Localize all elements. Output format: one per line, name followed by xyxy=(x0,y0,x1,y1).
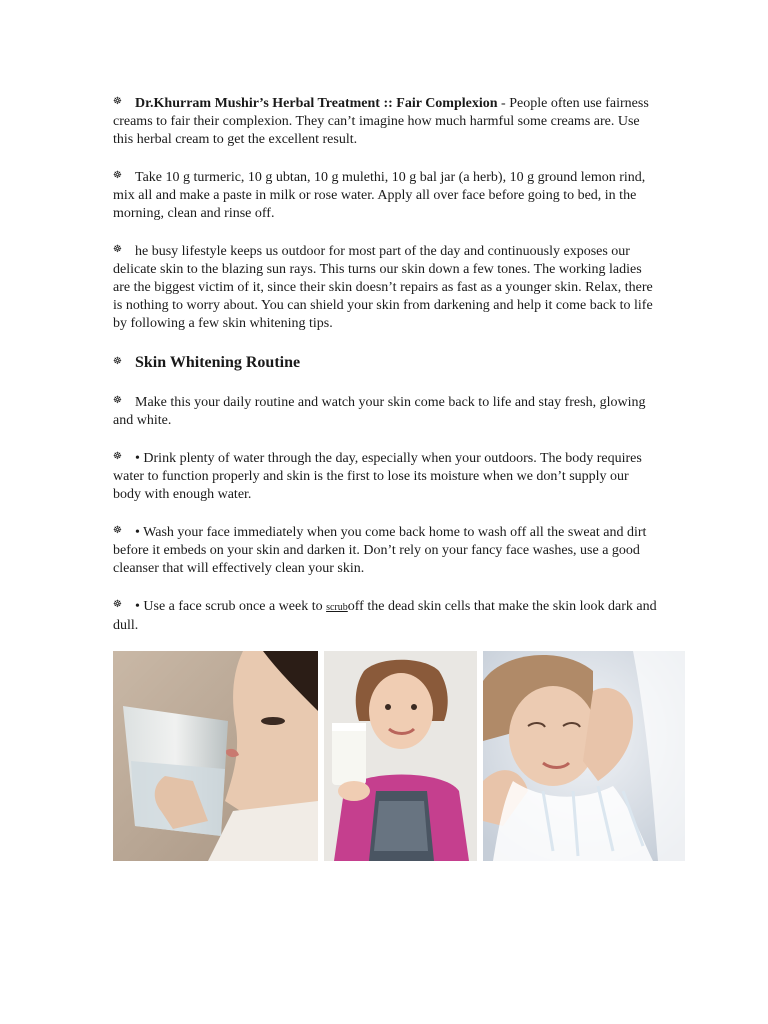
paragraph-lead: Dr.Khurram Mushir’s Herbal Treatment :: Fair Complexion xyxy=(135,96,498,111)
bullet-icon: ☸ xyxy=(113,96,122,107)
bullet-icon: ☸ xyxy=(113,356,122,367)
heading-text: Skin Whitening Routine xyxy=(135,354,301,371)
paragraph-drink-water xyxy=(113,448,658,504)
paragraph-wash-face xyxy=(113,522,658,578)
paragraph-lifestyle xyxy=(113,241,658,333)
paragraph-recipe xyxy=(113,167,658,223)
paragraph-text: Make this your daily routine and watch your skin come back to life and stay fresh, glowing and white. xyxy=(113,395,646,428)
paragraph-text: he busy lifestyle keeps us outdoor for most part of the day and continuously exposes our delicate skin to the blazing sun rays. This turns our skin down a few tones. The working ladies are the biggest victim of it, since their skin doesn’t repairs as fast as a younger skin. Relax, there is nothing to worry about. You can shield your skin from darkening and help it come back to life by following a few skin whitening tips. xyxy=(113,244,653,331)
woman-splashing-face-photo xyxy=(483,651,685,861)
section-heading xyxy=(113,351,658,374)
scrub-link[interactable]: scrub xyxy=(326,602,348,613)
bullet-icon: ☸ xyxy=(113,525,122,536)
girl-with-milk-glass-photo xyxy=(324,651,477,861)
bullet-icon: ☸ xyxy=(113,395,122,406)
image-strip xyxy=(113,651,685,861)
woman-drinking-water-photo xyxy=(113,651,318,861)
paragraph-herbal-treatment xyxy=(113,93,658,149)
bullet-icon: ☸ xyxy=(113,599,122,610)
paragraph-text: Take 10 g turmeric, 10 g ubtan, 10 g mulethi, 10 g bal jar (a herb), 10 g ground lemon rind, mix all and make a paste in milk or rose water. Apply all over face before going to bed, in the morning, clean and rinse off. xyxy=(113,170,646,221)
paragraph-routine-intro xyxy=(113,392,658,430)
paragraph-face-scrub xyxy=(113,596,658,635)
bullet-icon: ☸ xyxy=(113,170,122,181)
paragraph-text: - People often use fairness creams to fair their complexion. They can’t imagine how much harmful some creams are. Use this herbal cream to get the excellent result. xyxy=(113,96,649,147)
bullet-icon: ☸ xyxy=(113,451,122,462)
paragraph-text: • Drink plenty of water through the day, especially when your outdoors. The body requires water to function properly and skin is the first to lose its moisture when we don’t supply our body with enough water. xyxy=(113,451,642,502)
paragraph-text: off the dead skin cells that make the skin look dark and dull. xyxy=(113,599,657,633)
document-body xyxy=(113,93,658,667)
paragraph-text: • Use a face scrub once a week to xyxy=(135,599,327,614)
paragraph-text: • Wash your face immediately when you come back home to wash off all the sweat and dirt before it embeds on your skin and darken it. Don’t rely on your fancy face washes, use a good cleanser that will effectively clean your skin. xyxy=(113,525,647,576)
bullet-icon: ☸ xyxy=(113,244,122,255)
